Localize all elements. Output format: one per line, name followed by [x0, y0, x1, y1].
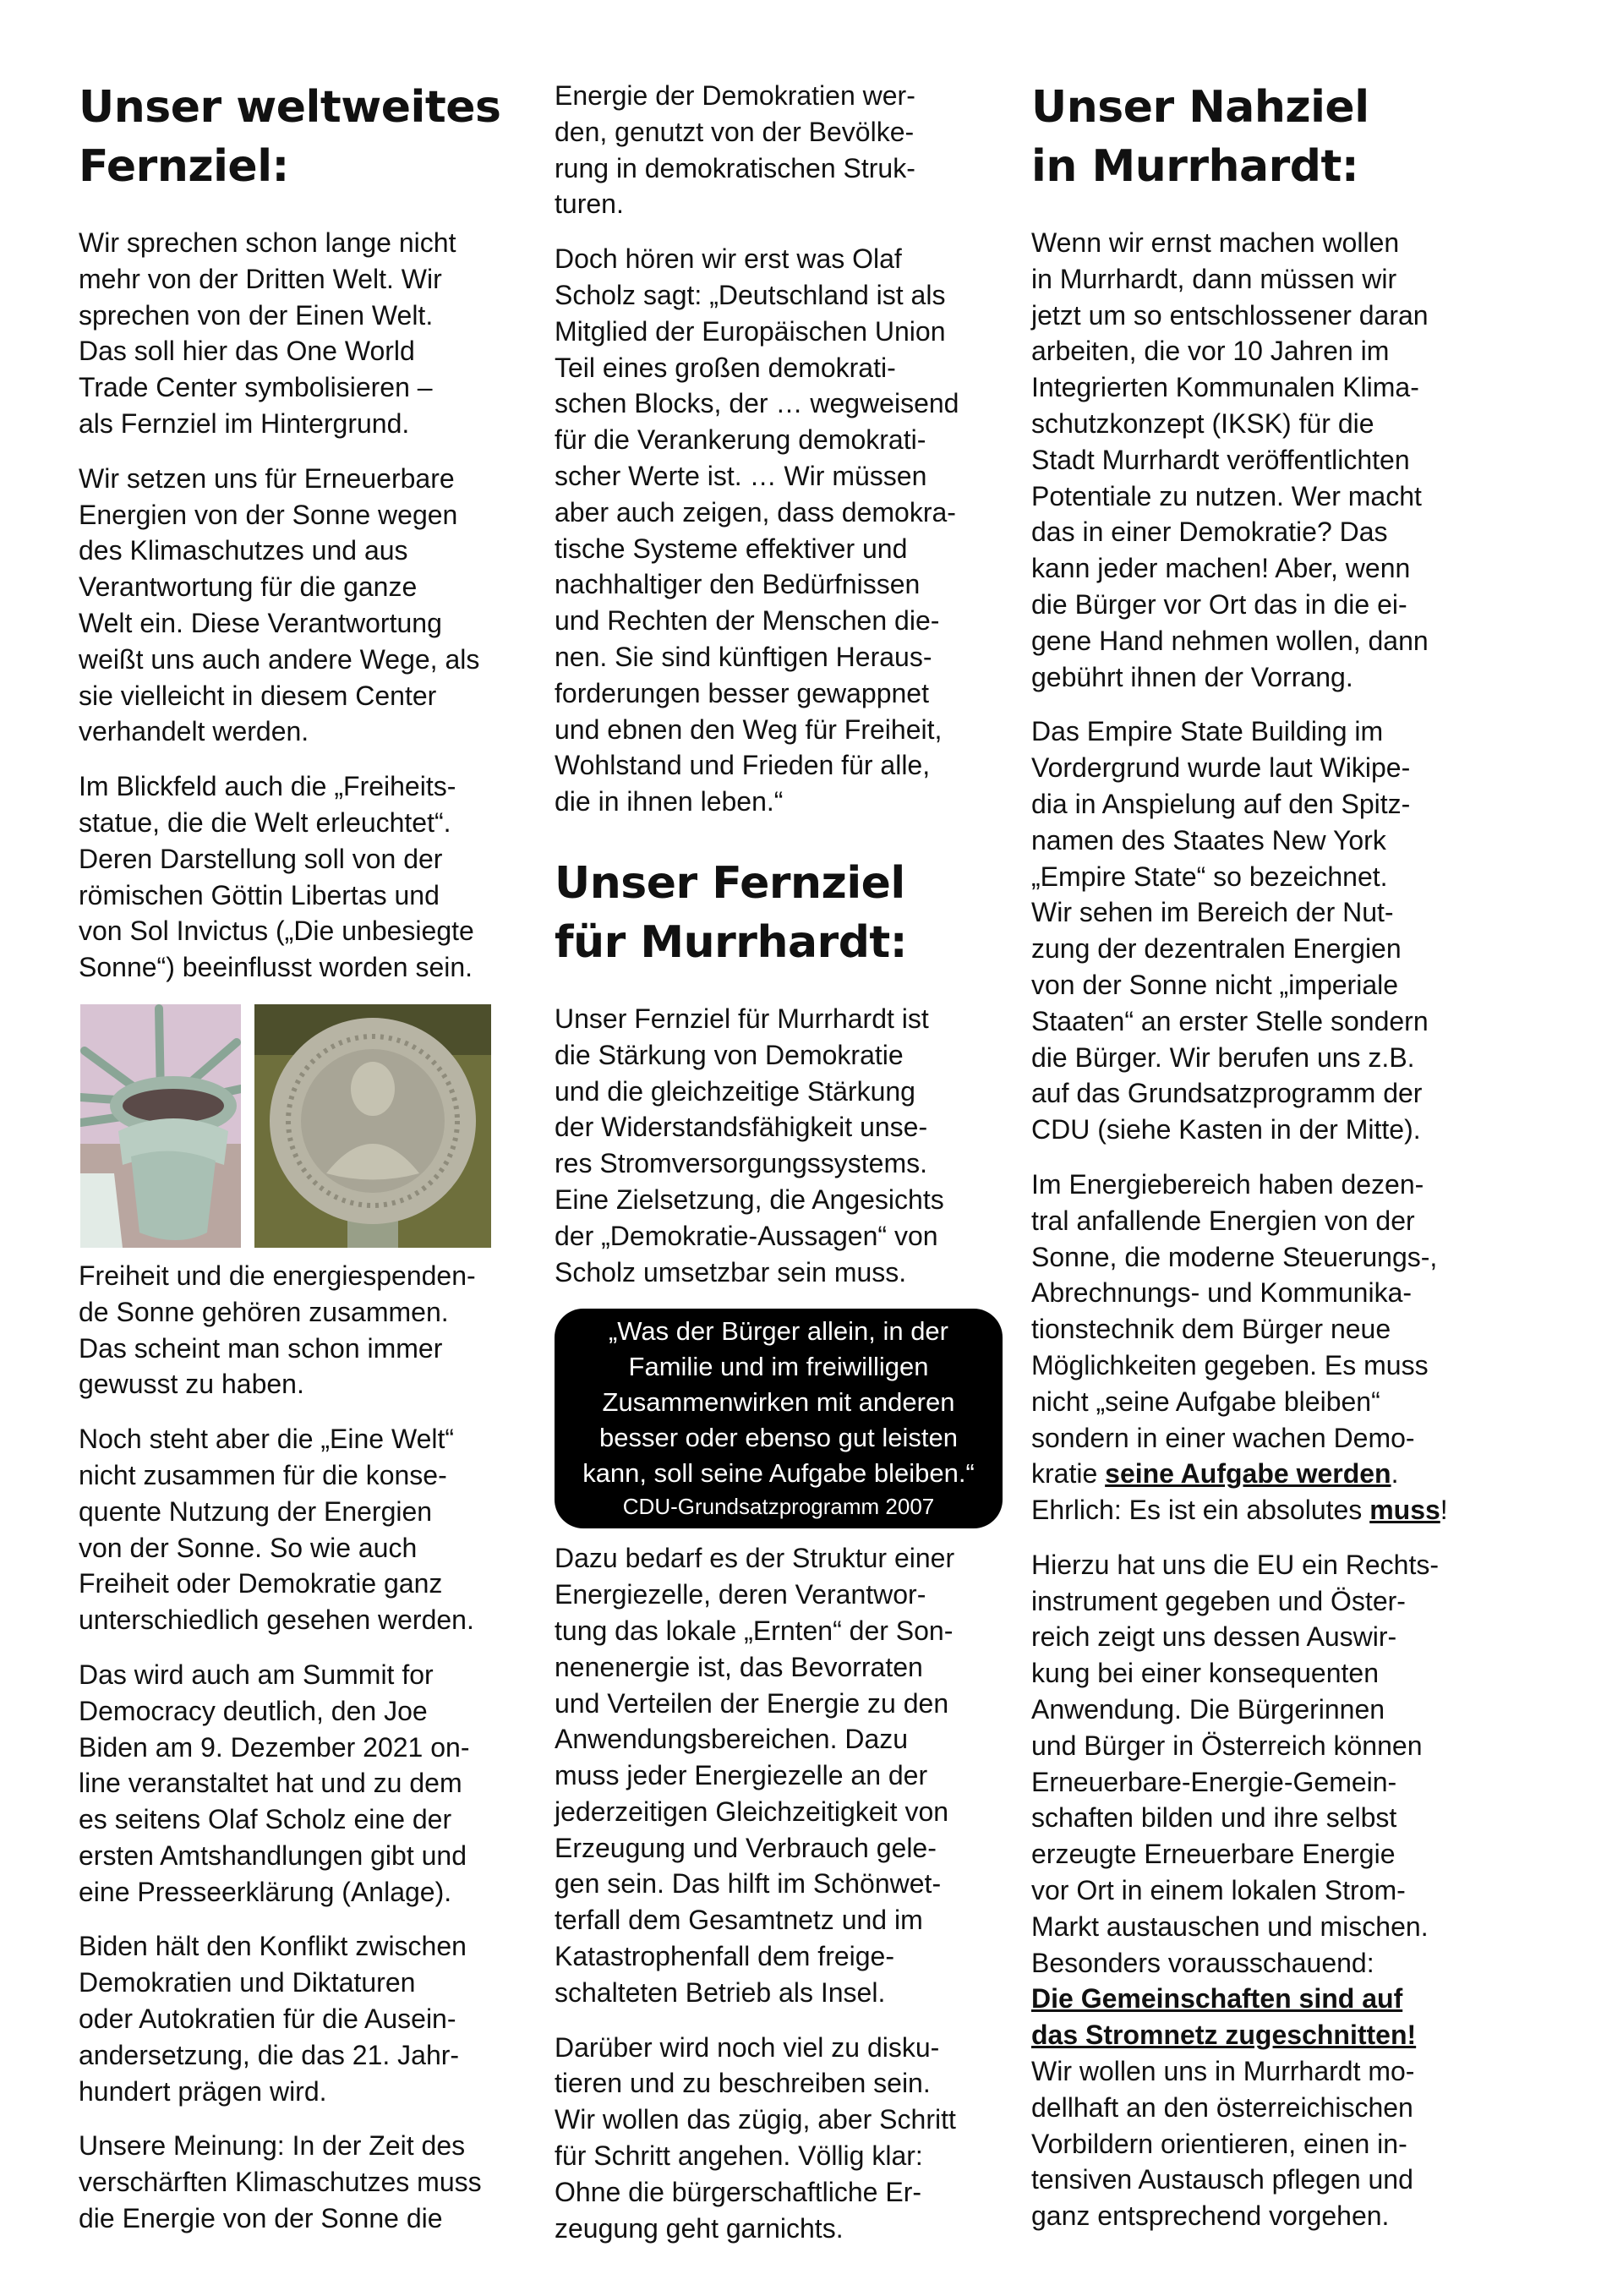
paragraph: Im Blickfeld auch die „Freiheits- statue, die die Welt erleuchtet“. Deren Darstellung soll von der römischen Göttin Libertas und von Sol Invictus („Die unbesiegte Sonne“) beeinflusst worden sein.: [79, 771, 474, 983]
paragraph: Dazu bedarf es der Struktur einer Energiezelle, deren Verantwor- tung das lokale „Ernten“ der Son- nenenergie ist, das Bevorraten und Verteilen der Energie zu den Anwendungsbereichen. Dazu muss jeder Energiezelle an der jederzeitigen Gleichzeitigkeit von Erzeugung und Verbrauch gele- gen sein. Das hilft im Schönwet- terfall dem Gesamtnetz und im Katastrophenfall dem freige- schalteten Betrieb als Insel.: [555, 1543, 955, 2008]
quote-box: [555, 1309, 1003, 1528]
paragraph: Noch steht aber die „Eine Welt“ nicht zusammen für die konse- quente Nutzung der Energien von der Sonne. So wie auch Freiheit oder Demokratie ganz unterschiedlich gesehen werden.: [79, 1424, 474, 1636]
text: . Ehrlich: Es ist ein absolutes: [1031, 1458, 1399, 1526]
paragraph: [1031, 1547, 1505, 2234]
heading-fernziel-murrhardt: Unser Fernziel für Murrhardt:: [555, 857, 908, 968]
text: Im Energiebereich haben dezen- tral anfallende Energien von der Sonne, die moderne Steuerungs-, Abrechnungs- und Kommunika- tionstechnik dem Bürger neue Möglichkeiten gegeben. Es muss nicht „seine Aufgabe bleiben“ sondern in einer wachen Demo- kratie: [1031, 1168, 1438, 1490]
heading-weltweites-fernziel: Unser weltweites Fernziel:: [79, 82, 501, 192]
paragraph: Wenn wir ernst machen wollen in Murrhardt, dann müssen wir jetzt um so entschlossener daran arbeiten, die vor 10 Jahren im Integrierten Kommunalen Klima- schutzkonzept (IKSK) für die Stadt Murrhardt veröffentlichten Potentiale zu nutzen. Wer macht das in einer Demokratie? Das kann jeder machen! Aber, wenn die Bürger vor Ort das in die ei- gene Hand nehmen wollen, dann gebührt ihnen der Vorrang.: [1031, 227, 1429, 692]
quote-source: CDU-Grundsatzprogramm 2007: [622, 1494, 935, 1520]
paragraph: Unser Fernziel für Murrhardt ist die Stärkung von Demokratie und die gleichzeitige Stärkung der Widerstandsfähigkeit unse- res Stromversorgungssystems. Eine Zielsetzung, die Angesichts der „Demokratie-Aussagen“ von Scholz umsetzbar sein muss.: [555, 1003, 944, 1287]
sol-invictus-medallion-image: [254, 1004, 491, 1248]
text: !: [1440, 1495, 1448, 1526]
paragraph: [1031, 1167, 1505, 1528]
column-right: [1031, 78, 1505, 2253]
text: Wir wollen uns in Murrhardt mo- dellhaft an den österreichischen Vorbildern orientieren, einen in- tensiven Austausch pflegen und ganz entsprechend vorgehen.: [1031, 2056, 1415, 2232]
quote-text: „Was der Bürger allein, in der Familie und im freiwilligen Zusammenwirken mit anderen besser oder ebenso gut leisten kann, soll seine Aufgabe bleiben.“: [582, 1316, 975, 1489]
paragraph: Unsere Meinung: In der Zeit des verschärften Klimaschutzes muss die Energie von der Sonne die: [79, 2130, 482, 2234]
emphasis-underlined: muss: [1369, 1495, 1440, 1526]
paragraph: Energie der Demokratien wer- den, genutzt von der Bevölke- rung in demokratischen Struk- turen.: [555, 80, 915, 220]
paragraph: Freiheit und die energiespenden- de Sonne gehören zusammen. Das scheint man schon immer gewusst zu haben.: [79, 1260, 476, 1400]
paragraph: Wir sprechen schon lange nicht mehr von der Dritten Welt. Wir sprechen von der Einen Welt. Das soll hier das One World Trade Center symbolisieren – als Fernziel im Hintergrund.: [79, 227, 456, 439]
image-row: [80, 1004, 535, 1248]
statue-of-liberty-image: [80, 1004, 241, 1248]
emphasis-underlined: seine Aufgabe werden: [1105, 1458, 1391, 1490]
paragraph: Doch hören wir erst was Olaf Scholz sagt: „Deutschland ist als Mitglied der Europäischen Union Teil eines großen demokrati- schen Blocks, der … wegweisend für die Verankerung demokrati- scher Werte ist. … Wir müssen aber auch zeigen, dass demokra- tische Systeme effektiver und nachhaltiger den Bedürfnissen und Rechten der Menschen die- nen. Sie sind künftigen Heraus- forderungen besser gewappnet und ebnen den Weg für Freiheit, Wohlstand und Frieden für alle, die in ihnen leben.“: [555, 243, 959, 817]
paragraph: Biden hält den Konflikt zwischen Demokratien und Diktaturen oder Autokratien für die Ausein- andersetzung, die das 21. Jahr- hundert prägen wird.: [79, 1931, 467, 2107]
text: Hierzu hat uns die EU ein Rechts- instrument gegeben und Öster- reich zeigt uns dessen Auswir- kung bei einer konsequenten Anwendung. Die Bürgerinnen und Bürger in Österreich können Erneuerbare-Energie-Gemein- schaften bilden und ihre selbst erzeugte Erneuerbare Energie vor Ort in einem lokalen Strom- Markt austauschen und mischen. Besonders vorausschauend:: [1031, 1549, 1439, 1978]
paragraph: Das Empire State Building im Vordergrund wurde laut Wikipe- dia in Anspielung auf den Spitz- namen des Staates New York „Empire State“ so bezeichnet. Wir sehen im Bereich der Nut- zung der dezentralen Energien von der Sonne nicht „imperiale Staaten“ an erster Stelle sondern die Bürger. Wir berufen uns z.B. auf das Grundsatzprogramm der CDU (siehe Kasten in der Mitte).: [1031, 716, 1429, 1145]
heading-nahziel-murrhardt: Unser Nahziel in Murrhardt:: [1031, 82, 1369, 192]
paragraph: Das wird auch am Summit for Democracy deutlich, den Joe Biden am 9. Dezember 2021 on- line veranstaltet hat und zu dem es seitens Olaf Scholz eine der ersten Amtshandlungen gibt und eine Presseerklärung (Anlage).: [79, 1659, 470, 1907]
column-middle: [555, 78, 1015, 2265]
paragraph: Darüber wird noch viel zu disku- tieren und zu beschreiben sein. Wir wollen das zügig, aber Schritt für Schritt angehen. Völlig klar: Ohne die bürgerschaftliche Er- zeugung geht garnichts.: [555, 2031, 956, 2244]
column-left: [79, 78, 535, 2255]
emphasis-underlined: Die Gemeinschaften sind auf das Stromnetz zugeschnitten!: [1031, 1983, 1417, 2051]
paragraph: Wir setzen uns für Erneuerbare Energien von der Sonne wegen des Klimaschutzes und aus Verantwortung für die ganze Welt ein. Diese Verantwortung weißt uns auch andere Wege, als sie vielleicht in diesem Center verhandelt werden.: [79, 462, 480, 747]
